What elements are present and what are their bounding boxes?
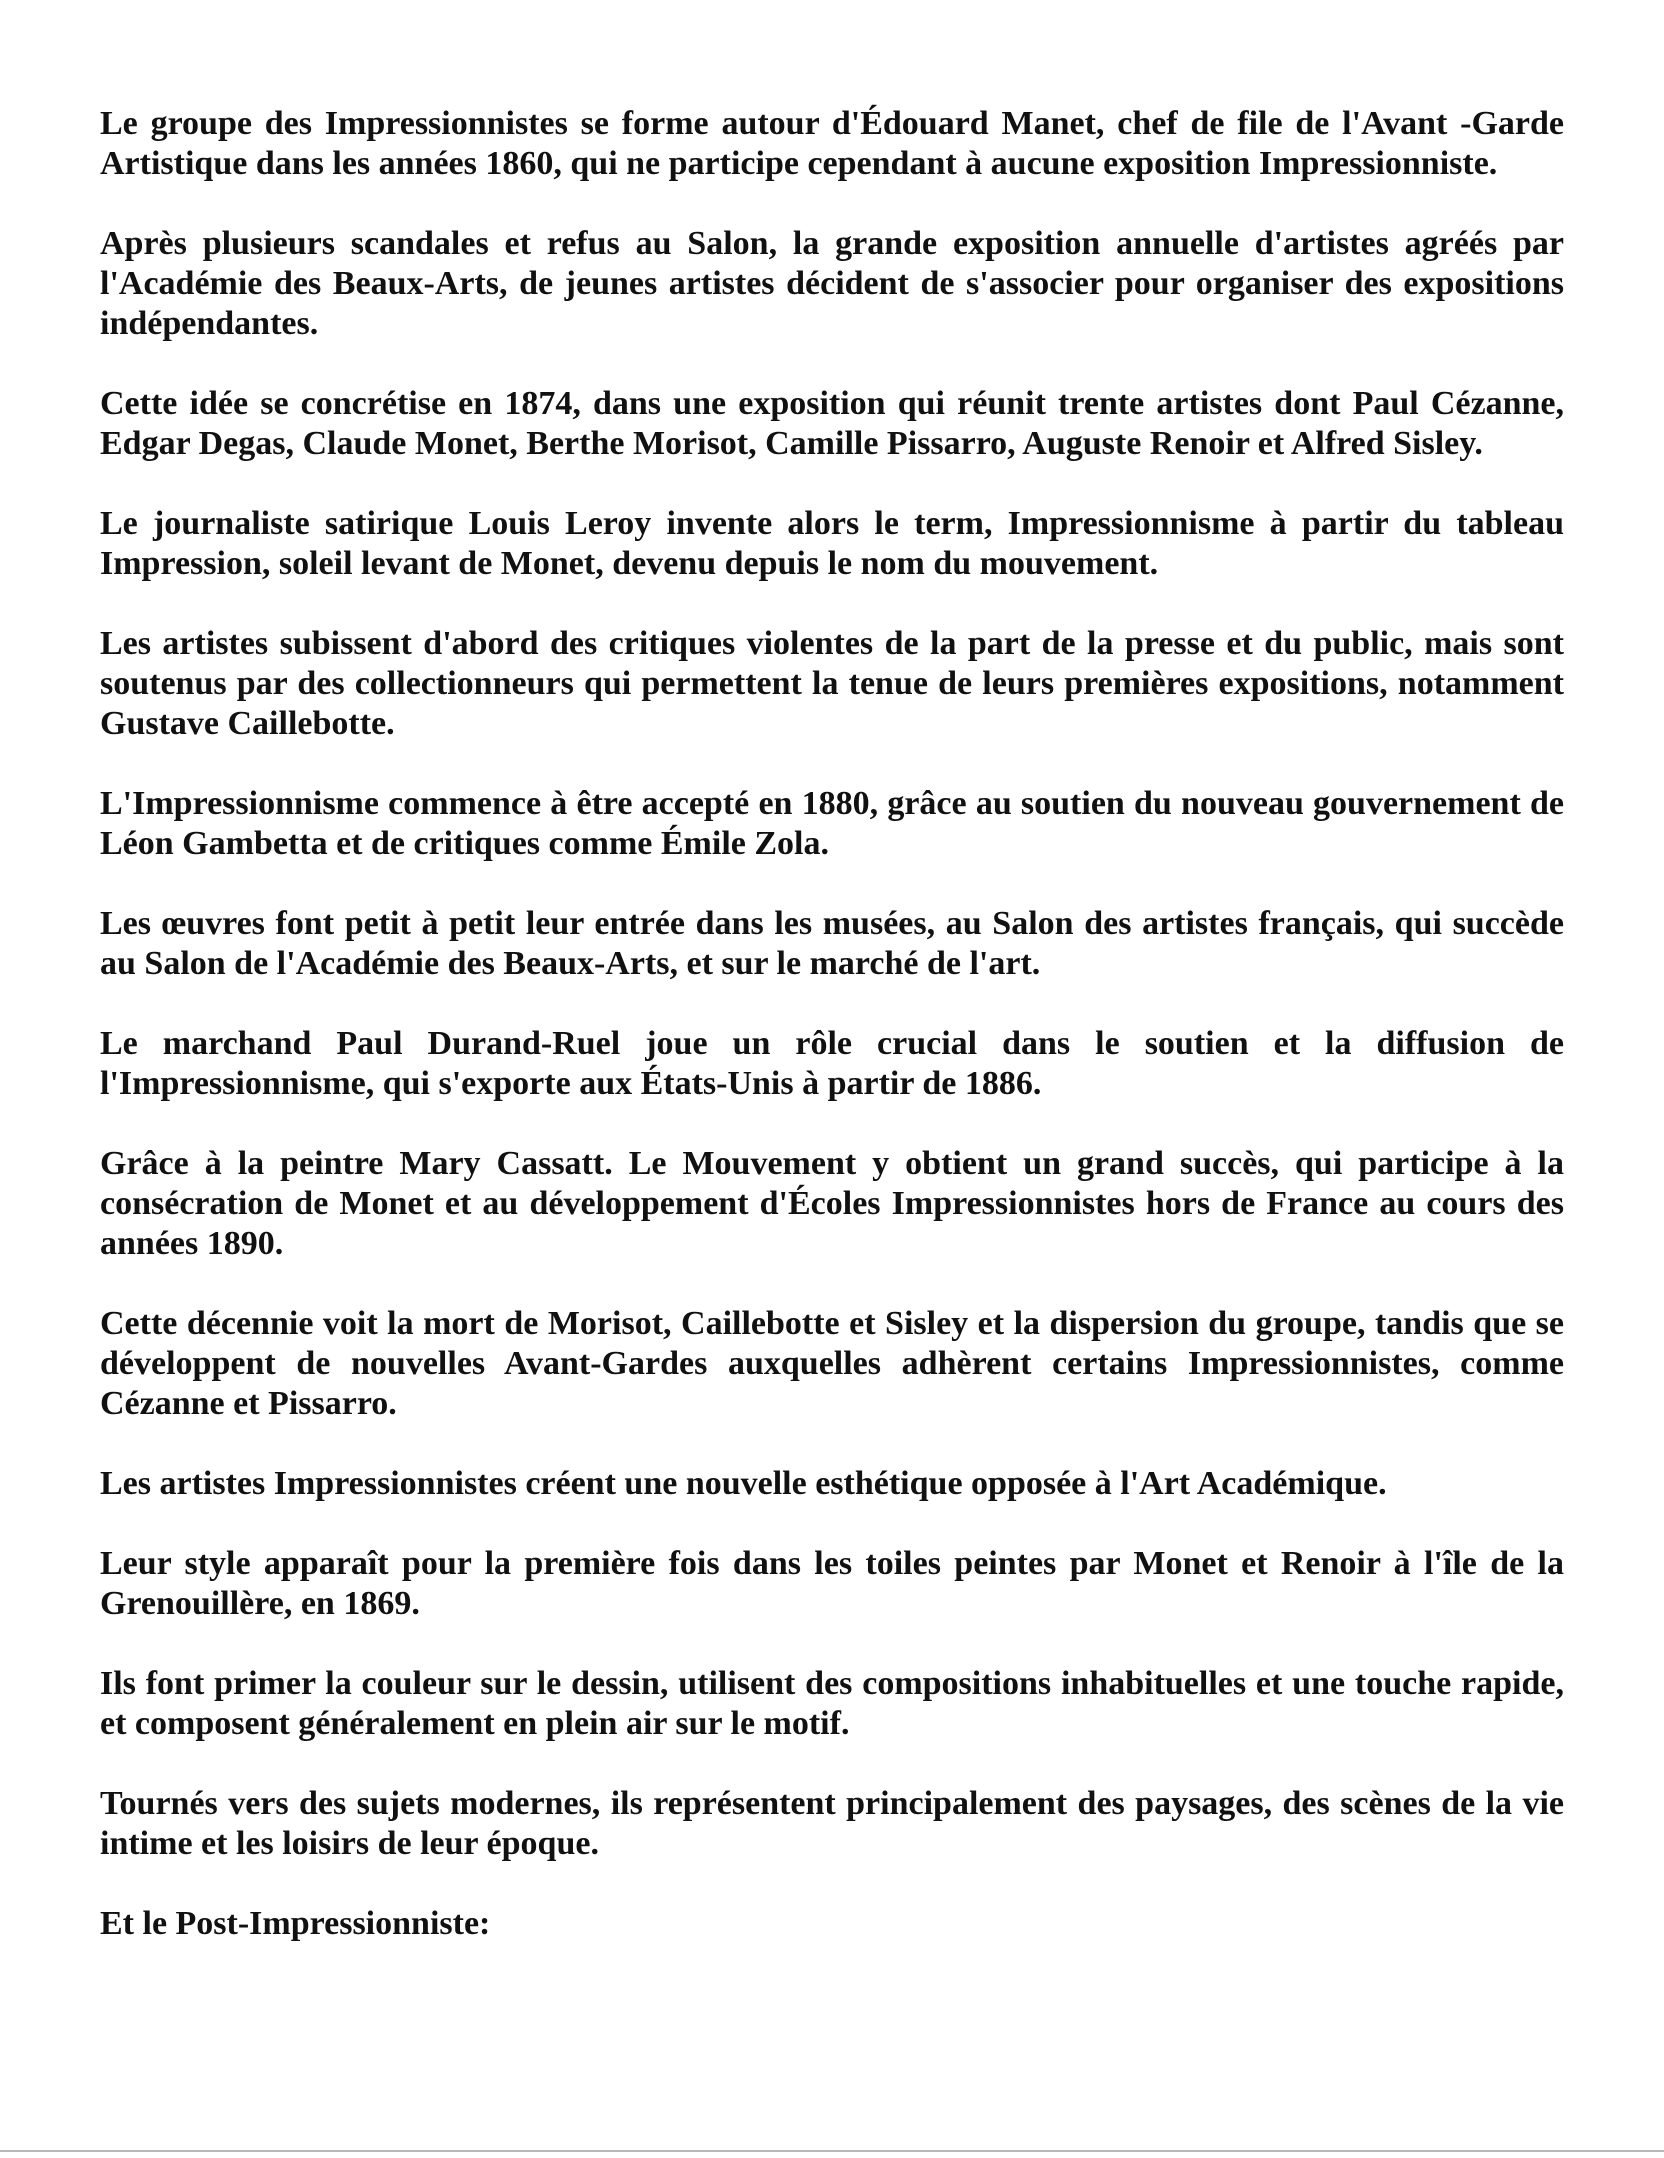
paragraph-manet: Le groupe des Impressionnistes se forme autour d'Édouard Manet, chef de file de l'Avant -Garde Artistique dans les années 1860, qui ne participe cependant à aucune exposition Impressionniste. xyxy=(100,105,1564,182)
paragraph-critiques: Les artistes subissent d'abord des critiques violentes de la part de la presse et du public, mais sont soutenus par des collectionneurs qui permettent la tenue de leurs premières expositions, notamment Gustave Caillebotte. xyxy=(100,625,1564,742)
paragraph-exposition-1874: Cette idée se concrétise en 1874, dans une exposition qui réunit trente artistes dont Paul Cézanne, Edgar Degas, Claude Monet, Berthe Morisot, Camille Pissarro, Auguste Renoir et Alfred Sisley. xyxy=(100,385,1564,462)
paragraph-post-impressionniste: Et le Post-Impressionniste: xyxy=(100,1905,491,1942)
paragraph-durand-ruel: Le marchand Paul Durand-Ruel joue un rôle crucial dans le soutien et la diffusion de l'Impressionnisme, qui s'exporte aux États-Unis à partir de 1886. xyxy=(100,1025,1564,1102)
paragraph-decennie: Cette décennie voit la mort de Morisot, Caillebotte et Sisley et la dispersion du groupe, tandis que se développent de nouvelles Avant-Gardes auxquelles adhèrent certains Impressionnistes, comme Cézanne et Pissarro. xyxy=(100,1305,1564,1422)
paragraph-mary-cassatt: Grâce à la peintre Mary Cassatt. Le Mouvement y obtient un grand succès, qui participe à la consécration de Monet et au développement d'Écoles Impressionnistes hors de France au cours des années 1890. xyxy=(100,1145,1564,1262)
paragraph-1880: L'Impressionnisme commence à être accepté en 1880, grâce au soutien du nouveau gouvernement de Léon Gambetta et de critiques comme Émile Zola. xyxy=(100,785,1564,862)
paragraph-couleur: Ils font primer la couleur sur le dessin, utilisent des compositions inhabituelles et une touche rapide, et composent généralement en plein air sur le motif. xyxy=(100,1665,1564,1742)
paragraph-grenouillere: Leur style apparaît pour la première fois dans les toiles peintes par Monet et Renoir à l'île de la Grenouillère, en 1869. xyxy=(100,1545,1564,1622)
document-body xyxy=(100,104,1564,1944)
paragraph-esthetique: Les artistes Impressionnistes créent une nouvelle esthétique opposée à l'Art Académique. xyxy=(100,1465,1387,1502)
paragraph-musees: Les œuvres font petit à petit leur entrée dans les musées, au Salon des artistes français, qui succède au Salon de l'Académie des Beaux-Arts, et sur le marché de l'art. xyxy=(100,905,1564,982)
paragraph-louis-leroy: Le journaliste satirique Louis Leroy invente alors le term, Impressionnisme à partir du tableau Impression, soleil levant de Monet, devenu depuis le nom du mouvement. xyxy=(100,505,1564,582)
paragraph-salon-refus: Après plusieurs scandales et refus au Salon, la grande exposition annuelle d'artistes agréés par l'Académie des Beaux-Arts, de jeunes artistes décident de s'associer pour organiser des expositions indépendantes. xyxy=(100,225,1564,342)
page-bottom-rule xyxy=(0,2150,1664,2152)
paragraph-sujets-modernes: Tournés vers des sujets modernes, ils représentent principalement des paysages, des scènes de la vie intime et les loisirs de leur époque. xyxy=(100,1785,1564,1862)
